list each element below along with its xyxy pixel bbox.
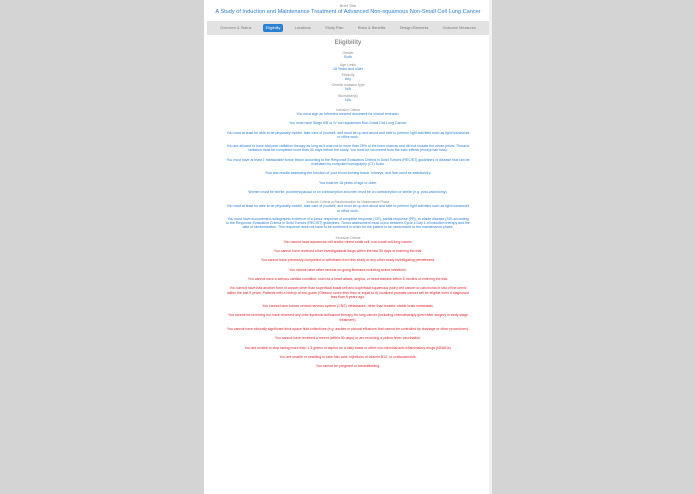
tab-locations[interactable]: Locations: [294, 26, 311, 30]
exclusion-item: You cannot have known central nervous system (CNS) metastases, other than treated, stable brain metastasis.: [262, 304, 434, 309]
inclusion-list: [214, 112, 482, 194]
exclusion-item: You cannot be pregnant or breastfeeding.: [315, 364, 381, 369]
randomization-list: [214, 204, 482, 229]
field-value: Any: [344, 77, 352, 81]
field-label: Ethnicity: [341, 73, 355, 77]
exclusion-item: You are unable to stop taking more than 1.3 grams of aspirin on a daily basis or other non-steroidal anti-inflammatory drugs (NSAIDs).: [244, 345, 452, 350]
exclusion-item: You cannot have clinically significant third-space fluid collections (e.g. ascites or pleural effusions that cannot be controlled by drainage or other procedures).: [226, 327, 470, 332]
exclusion-item: You are unable or unwilling to take folic acid, injections of vitamin B12, or corticosteroids.: [279, 354, 417, 359]
study-page: [204, 0, 492, 494]
exclusion-item: You cannot have received a recent (within 30 days) or are receiving a yellow fever vaccination.: [274, 336, 422, 341]
randomization-item: You must have documented radiographic evidence of a tumor response of complete response (CR), partial response (PR), or stable disease (SD) according to the Response Evaluation Criteria in Solid Tumors (RECIST) guidelines. Tumor assessment must occur between Cycle 4 Day 1 of induction therapy and the date of randomization. This response does not have to be confirmed in order for the patient to be randomized to the maintenance phase.: [226, 216, 470, 230]
exclusion-list: [214, 240, 482, 369]
exclusion-item: You cannot have had another form of cancer other than superficial basal cell and superficial squamous (skin) cell cancer or carcinoma in situ of the cervix within the last 5 years. Patients with a history of low-grade (Gleason score less than or equal to 6) localized prostate cancer will be eligible even if diagnosed less than 5 years ago.: [227, 286, 469, 299]
tab-risks-benefits[interactable]: Risks & Benefits: [357, 26, 386, 30]
field-genetic-mutation-type: [214, 83, 482, 92]
inclusion-item: You must be 18 years of age or older.: [318, 180, 378, 185]
exclusion-item: You cannot have received other investigational drugs within the last 30 days of entering the trial.: [273, 249, 423, 254]
exclusion-item: You cannot have a serious cardiac condition, such as a heart attack, angina, or heart disease within 6 months of entering the trial.: [247, 276, 449, 281]
field-value: 18 Years and older: [333, 67, 363, 71]
page-scrollbar[interactable]: [489, 0, 492, 494]
field-value: N/A: [345, 98, 351, 102]
field-biomarkers: [214, 94, 482, 103]
field-label: Biomarker(s): [338, 94, 358, 98]
tab-design-elements[interactable]: Design Elements: [399, 26, 429, 30]
tab-bar: [207, 21, 489, 35]
field-ethnicity: [214, 73, 482, 82]
inclusion-heading: Inclusion Criteria: [336, 108, 360, 112]
inclusion-item: You are allowed to have had prior radiation therapy as long as it was not to more than 25% of the bone marrow and did not include the whole pelvis. Thoracic radiation must be completed more than 30 days before the study. You must be recovered from the toxic effects (except hair loss).: [226, 144, 470, 153]
brief-title-label: Brief Title: [339, 3, 357, 8]
field-age-limits: [214, 63, 482, 72]
exclusion-heading: Exclusion Criteria: [335, 235, 361, 240]
exclusion-item: You cannot have other serious on-going illnesses including active infections.: [289, 267, 407, 272]
randomization-heading: Inclusion Criteria at Randomization for Maintenance Phase: [306, 200, 390, 205]
inclusion-item: You must sign an informed consent document for clinical research.: [296, 112, 400, 116]
tab-outcome-measures[interactable]: Outcome Measures: [442, 26, 476, 30]
tab-overview-status[interactable]: Overview & Status: [220, 26, 252, 30]
inclusion-item: Women must be sterile, postmenopausal or on contraception and men must be on contraception or sterile (e.g. post-vasectomy).: [248, 189, 448, 194]
field-value: N/A: [345, 87, 351, 91]
tab-study-plan[interactable]: Study Plan: [325, 26, 344, 30]
inclusion-item: You must have at least 1 measurable tumor lesion according to the Response Evaluation Criteria in Solid Tumors (RECIST) guidelines or disease that can be evaluated by computed tomography (CT) Scan.: [226, 157, 470, 167]
field-label: Genetic mutation type: [331, 83, 365, 87]
inclusion-item: You must at least be able to be physically mobile, take care of yourself, and must be up and about and able to perform light activities such as light housework or office work.: [226, 130, 470, 139]
page-header: [204, 0, 492, 16]
exclusion-item: You cannot have previously completed or withdrawn from this study or any other study investigating pemetrexed.: [260, 258, 436, 263]
field-value: Both: [344, 55, 352, 59]
field-label: Age Limits: [340, 63, 356, 67]
field-gender: [214, 51, 482, 60]
randomization-item: You must at least be able to be physically mobile, take care of yourself, and must be up and about and able to perform light activities such as light housework or office work.: [226, 204, 470, 213]
eligibility-section: [214, 39, 482, 369]
inclusion-item: Your test results assessing the function of your blood forming tissue, kidneys, and liver must be satisfactory.: [264, 171, 432, 176]
field-label: Gender: [342, 51, 354, 55]
inclusion-item: You must have Stage IIIB or IV non-squamous Non-Small Cell Lung Cancer.: [289, 121, 407, 126]
tab-eligibility[interactable]: Eligibility: [263, 24, 284, 32]
study-title: A Study of Induction and Maintenance Treatment of Advanced Non-squamous Non-Small Cell Lung Cancer: [215, 9, 481, 15]
exclusion-item: You cannot be receiving nor have received any prior systemic anticancer therapy for lung cancer (including chemotherapy given after surgery in early stage treatment).: [228, 313, 468, 322]
exclusion-item: You cannot have squamous cell and/or mixed small cell, non-small cell lung cancer.: [283, 239, 413, 244]
section-title: Eligibility: [334, 40, 362, 46]
